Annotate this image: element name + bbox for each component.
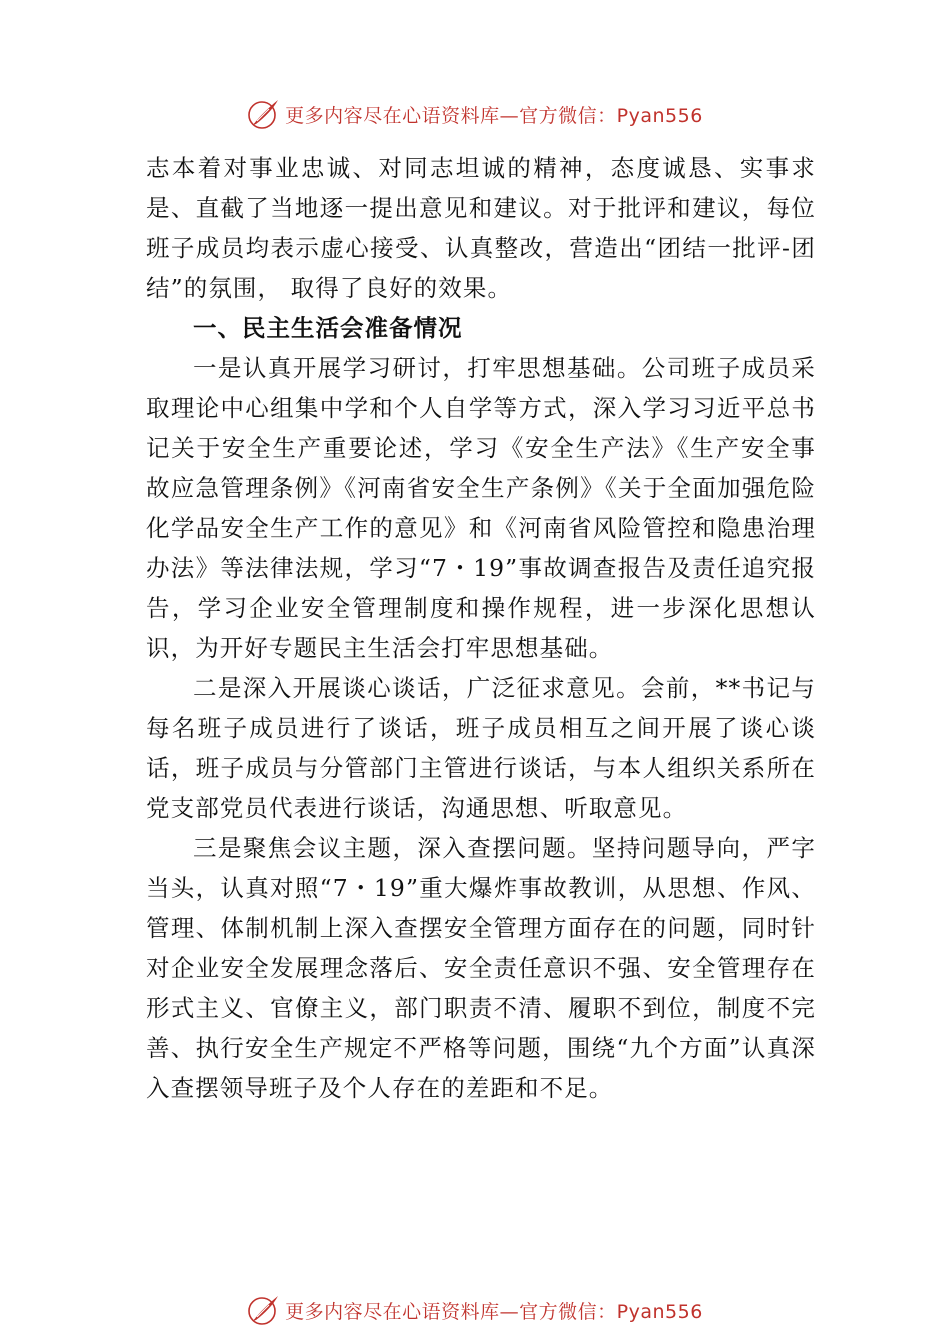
paragraph-problems: 三是聚焦会议主题，深入查摆问题。坚持问题导向，严字当头，认真对照“7・19”重大爆炸事故教训，从思想、作风、管理、体制机制上深入查摆安全管理方面存在的问题，同时针对企业安全发展理念落后、安全责任意识不强、安全管理存在形式主义、官僚主义，部门职责不清、履职不到位，制度不完善、执行安全生产规定不严格等问题，围绕“九个方面”认真深入查摆领导班子及个人存在的差距和不足。 bbox=[146, 834, 816, 1102]
watermark-wechat-id: Pyan556 bbox=[616, 1300, 703, 1323]
watermark-wechat-id: Pyan556 bbox=[616, 104, 703, 127]
document-body bbox=[146, 148, 816, 1108]
paragraph-intro: 志本着对事业忠诚、对同志坦诚的精神，态度诚恳、实事求是、直截了当地逐一提出意见和建议。对于批评和建议，每位班子成员均表示虚心接受、认真整改，营造出“团结一批评-团结”的氛围， 取得了良好的效果。 bbox=[146, 154, 816, 302]
paragraph-study: 一是认真开展学习研讨，打牢思想基础。公司班子成员采取理论中心组集中学和个人自学等方式，深入学习习近平总书记关于安全生产重要论述，学习《安全生产法》《生产安全事故应急管理条例》《河南省安全生产条例》《关于全面加强危险化学品安全生产工作的意见》和《河南省风险管控和隐患治理办法》等法律法规，学习“7・19”事故调查报告及责任追究报告，学习企业安全管理制度和操作规程，进一步深化思想认识，为开好专题民主生活会打牢思想基础。 bbox=[146, 354, 816, 662]
paragraph-talks: 二是深入开展谈心谈话，广泛征求意见。会前，**书记与每名班子成员进行了谈话，班子成员相互之间开展了谈心谈话，班子成员与分管部门主管进行谈话，与本人组织关系所在党支部党员代表进行谈话，沟通思想、听取意见。 bbox=[146, 674, 816, 822]
watermark-header bbox=[0, 94, 950, 134]
section-heading: 一、民主生活会准备情况 bbox=[193, 314, 463, 342]
quill-logo-icon bbox=[247, 97, 281, 131]
watermark-text: 更多内容尽在心语资料库—官方微信：Pyan556 bbox=[285, 1300, 703, 1323]
watermark-footer bbox=[0, 1290, 950, 1330]
watermark-text: 更多内容尽在心语资料库—官方微信：Pyan556 bbox=[285, 104, 703, 127]
quill-logo-icon bbox=[247, 1293, 281, 1327]
